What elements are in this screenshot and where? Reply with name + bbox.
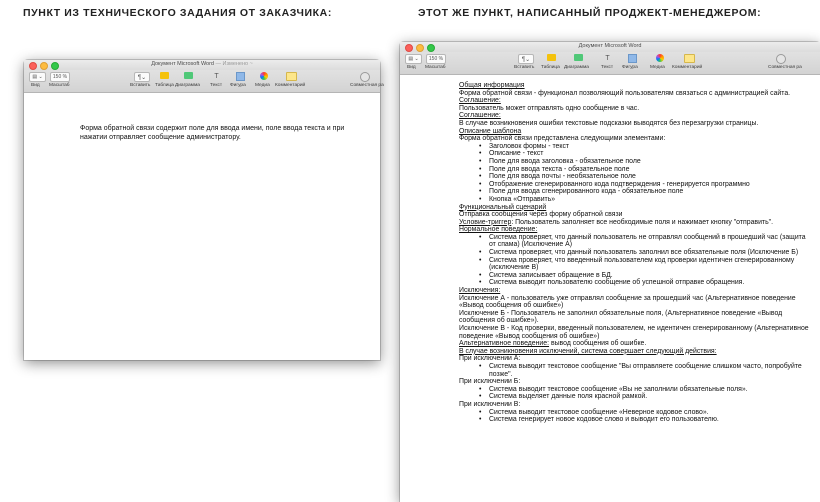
comment-icon[interactable] (286, 72, 297, 81)
chart-label: Диаграмма (175, 83, 200, 88)
view-button[interactable]: ▤ ⌄ (29, 72, 46, 82)
list-item: • Кнопка «Отправить» (489, 196, 814, 204)
view-label: Вид (31, 83, 40, 88)
insert-icon[interactable]: ¶⌄ (134, 72, 150, 82)
table-icon[interactable] (547, 54, 556, 61)
comment-icon[interactable] (684, 54, 695, 63)
insert-label: Вставить (130, 83, 151, 88)
paragraph: Исключение Б - Пользователь не заполнил обязательные поля, (Альтернативное поведение «Вывод сообщения об ошибке»). (459, 309, 783, 325)
table-icon[interactable] (160, 72, 169, 79)
right-word-window (400, 42, 820, 502)
paragraph: Исключение В - Код проверки, введенный пользователем, не идентичен сгенерированному (Альтернативное поведение «Вывод сообщения об ошибке») (459, 325, 809, 340)
paragraph: Пользователь может отправлять одно сообщение в час. (459, 104, 640, 112)
section-heading: Описание шаблона (459, 127, 522, 135)
section-heading: Нормальное поведение: (459, 226, 538, 234)
media-icon[interactable] (260, 72, 268, 80)
trigger-paragraph (459, 219, 814, 227)
left-caption: ПУНКТ ИЗ ТЕХНИЧЕСКОГО ЗАДАНИЯ ОТ ЗАКАЗЧИКА: (23, 7, 332, 19)
chart-label: Диаграмма (564, 65, 589, 70)
list-item: • Система проверяет, что данный пользователь не отправлял сообщений в прошедший час (защита от спама) (Исключение А) (489, 234, 814, 249)
table-label: Таблица (541, 65, 560, 70)
section-heading: Функциональный сценарий (459, 203, 547, 211)
text-label: Текст (210, 83, 223, 88)
section-heading: Соглашение: (459, 97, 501, 105)
right-toolbar (400, 52, 820, 75)
list-item: • Система выводит текстовое сообщение «Неверное кодовое слово». (489, 409, 814, 417)
table-label: Таблица (155, 83, 174, 88)
text-label: Текст (601, 65, 614, 70)
list-item: • Система генерирует новое кодовое слово и выводит его пользователю. (489, 416, 814, 424)
collaborate-label: Совместная ра (768, 65, 802, 70)
list-item: • Поле для ввода сгенерированного кода - обязательное поле (489, 188, 814, 196)
template-elements-list (459, 143, 814, 204)
right-titlebar (400, 42, 820, 52)
comment-label: Комментарий (672, 65, 703, 70)
chart-icon[interactable] (184, 72, 193, 79)
paragraph: В случае возникновения ошибки текстовые подсказки выводятся без перезагрузки страницы. (459, 119, 759, 127)
exception-a-list (459, 363, 814, 378)
paragraph: Отправка сообщения через форму обратной связи (459, 211, 623, 219)
paragraph: При исключении А: (459, 355, 521, 363)
list-item: • Система выделяет данные поля красной рамкой. (489, 393, 814, 401)
collaborate-icon[interactable] (776, 54, 786, 64)
list-item: • Система выводит пользователю сообщение об успешной отправке обращения. (489, 279, 814, 287)
list-item: • Отображение сгенерированного кода подтверждения - генерируется программно (489, 181, 814, 189)
insert-icon[interactable]: ¶⌄ (518, 54, 534, 64)
list-item: • Поле для ввода почты - необязательное поле (489, 173, 814, 181)
insert-label: Вставить (514, 65, 535, 70)
list-item: • Система выводит текстовое сообщение «Вы не заполнили обязательные поля». (489, 386, 814, 394)
list-item: • Система проверяет, что данный пользователь заполнил все обязательные поля (Исключение Б) (489, 249, 814, 257)
alt-behavior-text: вывод сообщения об ошибке. (549, 340, 647, 348)
collaborate-label: Совместная ра (350, 83, 384, 88)
section-heading: Соглашение: (459, 112, 501, 120)
exception-b-list (459, 386, 814, 401)
list-item: • Система проверяет, что введенный пользователем код проверки идентичен сгенерированному (исключение В) (489, 257, 814, 272)
right-caption: ЭТОТ ЖЕ ПУНКТ, НАПИСАННЫЙ ПРОДЖЕКТ-МЕНЕДЖЕРОМ: (418, 7, 762, 19)
right-document-title: Документ Microsoft Word (578, 43, 642, 49)
trigger-label: Условие-триггер (459, 218, 512, 226)
list-item: • Поле для ввода текста - обязательное поле (489, 166, 814, 174)
shape-icon[interactable] (628, 54, 637, 63)
right-document-body (459, 82, 814, 424)
left-document-title: Документ Microsoft Word — Изменено ~ (151, 61, 253, 67)
alt-behavior-paragraph (459, 340, 814, 348)
normal-behavior-list (459, 234, 814, 287)
view-button[interactable]: ▤ ⌄ (405, 54, 422, 64)
paragraph: Форма обратной связи представлена следующими элементами: (459, 135, 666, 143)
paragraph: Форма обратной связи - функционал позволяющий пользователям связаться с администрацией сайта. (459, 89, 791, 97)
list-item: • Поле для ввода заголовка - обязательное поле (489, 158, 814, 166)
shape-label: Фигура (622, 65, 638, 70)
alt-behavior-label: Альтернативное поведение: (459, 340, 550, 348)
exception-c-list (459, 409, 814, 424)
chart-icon[interactable] (574, 54, 583, 61)
paragraph: Исключение А - пользователь уже отправлял сообщение за прошедший час (Альтернативное поведение «Вывод сообщения об ошибке») (459, 294, 796, 310)
left-titlebar (24, 60, 380, 70)
media-label: Медиа (255, 83, 270, 88)
left-document-text: Форма обратной связи содержит поле для ввода имени, поле ввода текста и при нажатии отправляет сообщение администратору. (80, 125, 345, 141)
view-label: Вид (407, 65, 416, 70)
list-item: • Система записывает обращение в БД. (489, 272, 814, 280)
section-heading: Общая информация (459, 82, 525, 89)
paragraph: При исключении В: (459, 400, 521, 408)
text-icon[interactable]: T (605, 54, 610, 62)
zoom-select[interactable]: 150 % (50, 72, 70, 82)
section-heading: Исключения: (459, 287, 501, 295)
collaborate-icon[interactable] (360, 72, 370, 82)
left-word-window (24, 60, 384, 360)
zoom-label: Масштаб (49, 83, 70, 88)
section-heading: В случае возникновения исключений, система совершает следующий действия: (459, 347, 717, 355)
zoom-select[interactable]: 150 % (426, 54, 446, 64)
media-label: Медиа (650, 65, 665, 70)
shape-icon[interactable] (236, 72, 245, 81)
list-item: • Описание - текст (489, 150, 814, 158)
comment-label: Комментарий (275, 83, 306, 88)
text-icon[interactable]: T (214, 72, 219, 80)
zoom-label: Масштаб (425, 65, 446, 70)
list-item: • Система выводит текстовое сообщение "Вы отправляете сообщение слишком часто, попробуйте позже". (489, 363, 814, 378)
list-item: • Заголовок формы - текст (489, 143, 814, 151)
trigger-text: : Пользователь заполняет все необходимые поля и нажимает кнопку "отправить". (511, 218, 774, 226)
left-toolbar (24, 70, 384, 93)
shape-label: Фигура (230, 83, 246, 88)
media-icon[interactable] (656, 54, 664, 62)
paragraph: При исключении Б: (459, 378, 521, 386)
